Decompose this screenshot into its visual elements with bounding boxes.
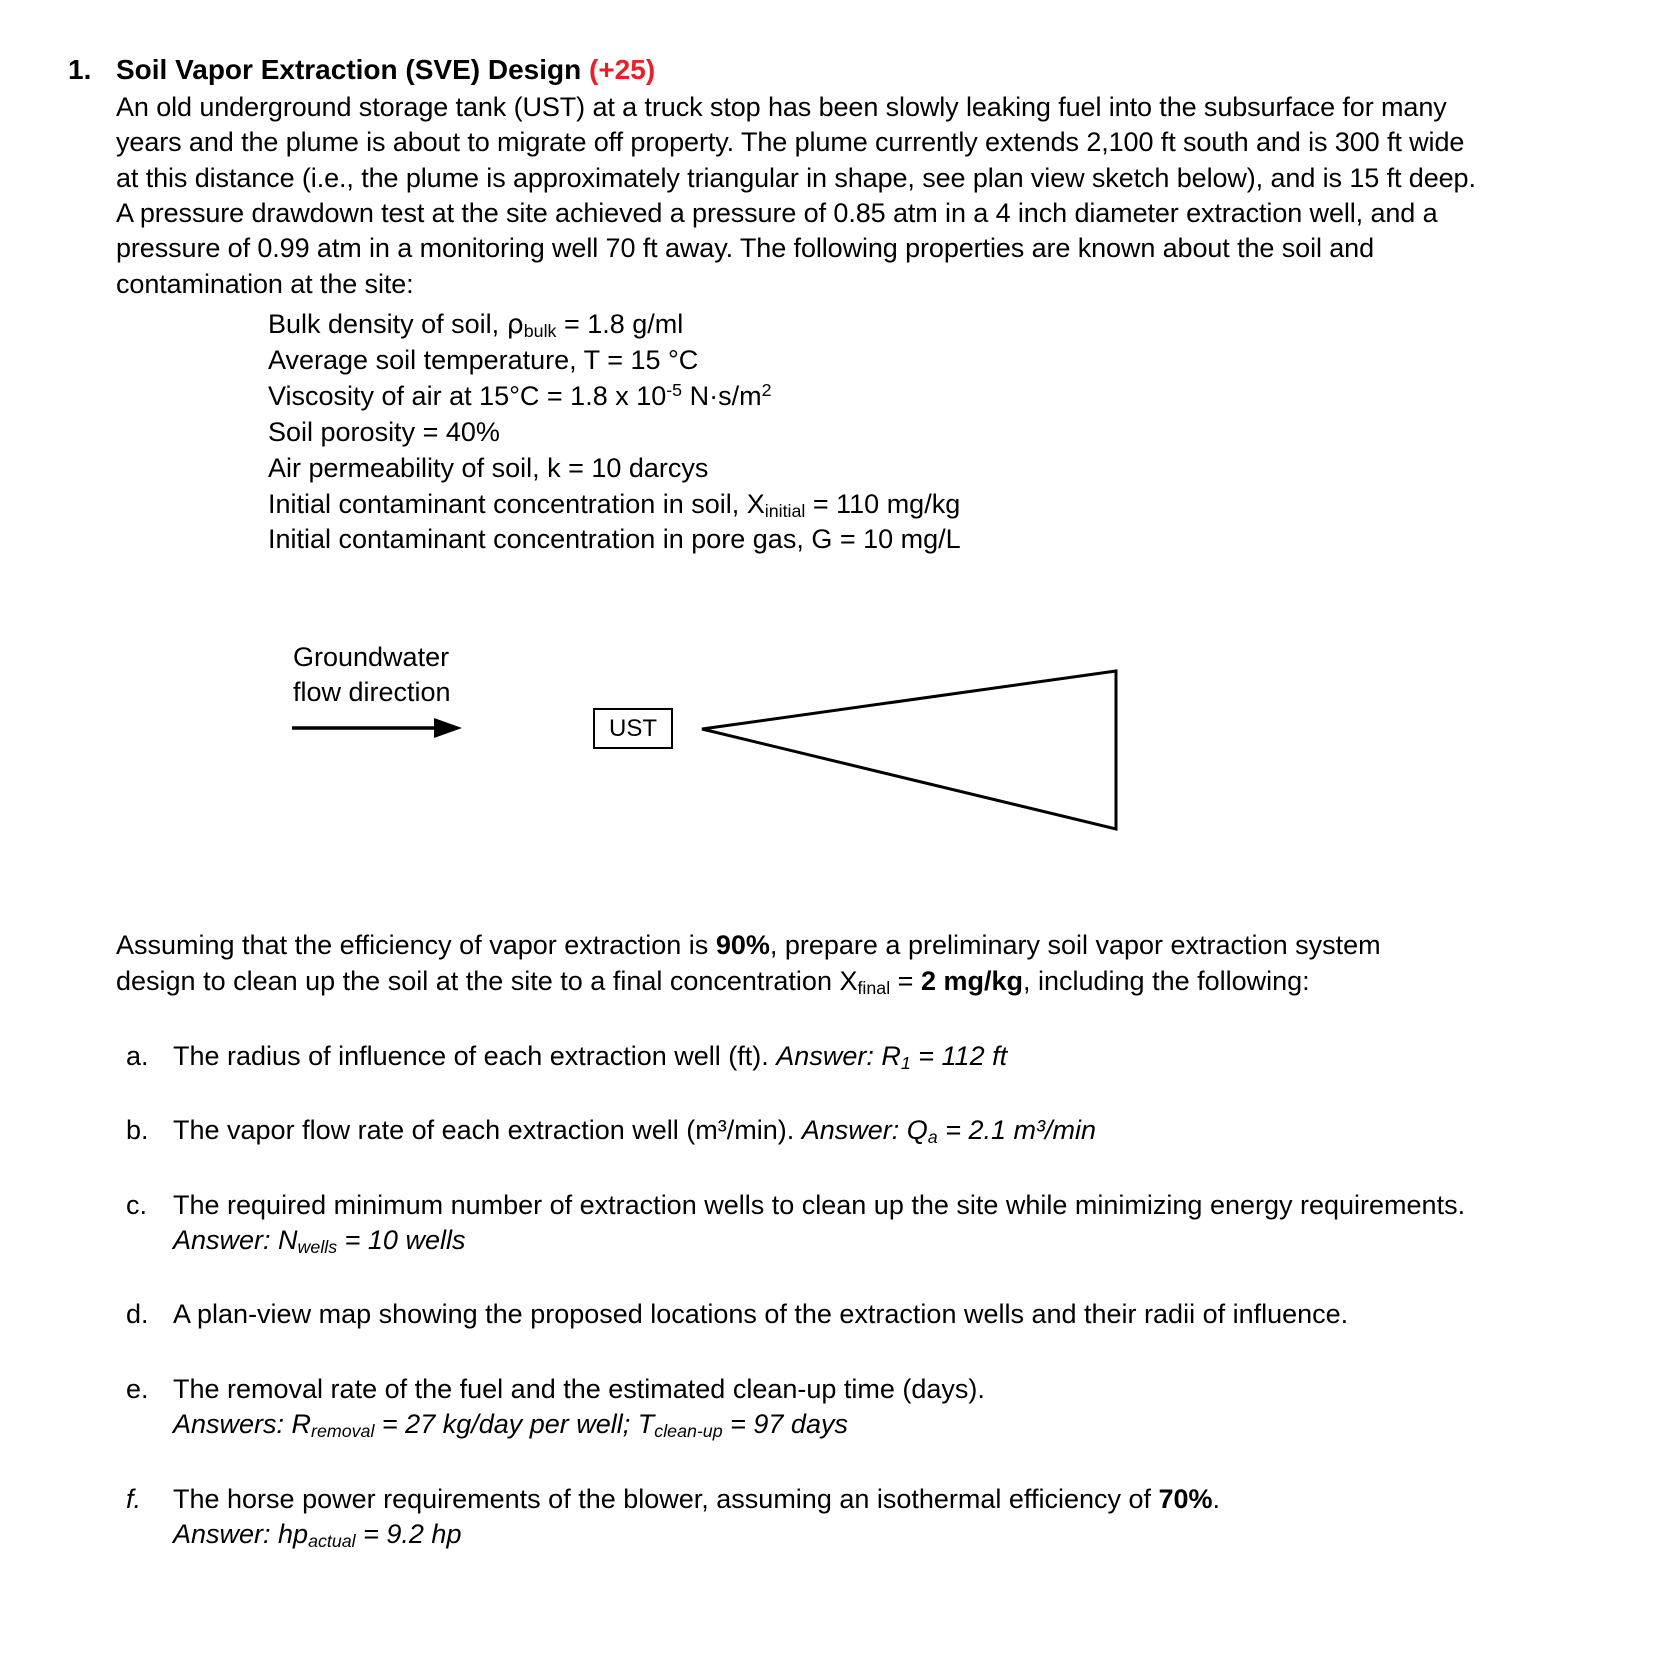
final-concentration-value: 2 mg/kg: [920, 965, 1023, 996]
given-properties-list: [116, 307, 1476, 558]
subquestion-list: [116, 1039, 1476, 1552]
given-viscosity-units: N·s/m: [682, 380, 762, 411]
item-e-answer-subscript2: clean-up: [654, 1421, 723, 1442]
item-f-question-post: .: [1212, 1483, 1221, 1514]
given-xinitial-subscript: initial: [764, 500, 806, 521]
item-c-answer-post: = 10 wells: [337, 1225, 466, 1256]
given-viscosity-units-exponent: 2: [761, 379, 772, 400]
list-item-e: [116, 1372, 1476, 1443]
groundwater-flow-label-line2: flow direction: [293, 676, 451, 707]
given-bulk-density-value: = 1.8 g/ml: [556, 308, 684, 339]
item-letter-a: a.: [126, 1041, 149, 1072]
given-initial-concentration-pore-gas: Initial contaminant concentration in pore gas, G = 10 mg/L: [268, 524, 961, 555]
given-permeability: Air permeability of soil, k = 10 darcys: [268, 452, 709, 483]
item-e-answer-post: = 97 days: [722, 1409, 848, 1440]
item-text-b: [173, 1113, 1473, 1148]
xfinal-subscript: final: [857, 977, 891, 998]
assuming-post-text: , including the following:: [1022, 965, 1310, 996]
list-item-b: [116, 1113, 1476, 1148]
assuming-mid-text: , prepare a preliminary soil vapor extraction system design to clean up the soil at the site to a final concentration X: [116, 930, 1381, 996]
item-f-answer-post: = 9.2 hp: [355, 1518, 462, 1549]
item-a-answer-pre: Answer: R: [776, 1041, 901, 1072]
problem-points-badge: (+25): [589, 54, 656, 85]
item-letter-c: c.: [126, 1189, 148, 1220]
item-e-answer-mid: = 27 kg/day per well; T: [374, 1409, 655, 1440]
item-e-answer-subscript: removal: [311, 1421, 375, 1442]
problem-intro-paragraph: An old underground storage tank (UST) at a truck stop has been slowly leaking fuel into the subsurface for many years and the plume is about to migrate off property. The plume currently extends 2,100 ft south and is 300 ft wide at this distance (i.e., the plume is approximately triangular in shape, see plan view sketch below), and is 15 ft deep. A pressure drawdown test at the site achieved a pressure of 0.85 atm in a 4 inch diameter extraction well, and a pressure of 0.99 atm in a monitoring well 70 ft away. The following properties are known about the soil and contamination at the site:: [116, 91, 1476, 299]
item-a-answer-post: = 112 ft: [910, 1041, 1008, 1072]
item-a-question: The radius of influence of each extraction well (ft).: [173, 1041, 777, 1072]
item-letter-b: b.: [126, 1115, 149, 1146]
given-bulk-density-subscript: bulk: [523, 320, 557, 341]
isothermal-efficiency-value: 70%: [1158, 1483, 1213, 1514]
ust-label: UST: [609, 714, 657, 742]
problem-title-text: Soil Vapor Extraction (SVE) Design: [116, 54, 582, 85]
item-a-answer-subscript: 1: [900, 1052, 911, 1073]
item-b-question: The vapor flow rate of each extraction well (m³/min).: [173, 1115, 802, 1146]
item-b-answer-pre: Answer: Q: [801, 1115, 928, 1146]
assuming-paragraph: [116, 928, 1466, 999]
item-text-e: [173, 1372, 1473, 1443]
item-f-answer-pre: Answer: hp: [173, 1518, 309, 1549]
given-xinitial-value: = 110 mg/kg: [805, 488, 961, 519]
problem-1: [60, 52, 1593, 1591]
rho-symbol: ρ: [506, 308, 524, 340]
item-a-answer: [776, 1041, 1007, 1071]
given-xinitial-label: Initial contaminant concentration in soil, X: [268, 488, 765, 519]
efficiency-value: 90%: [715, 930, 770, 961]
given-porosity: Soil porosity = 40%: [268, 416, 500, 447]
assuming-pre-text: Assuming that the efficiency of vapor extraction is: [116, 930, 716, 961]
flow-direction-arrow: [292, 718, 462, 738]
item-e-answer-pre: Answers: R: [173, 1409, 312, 1440]
item-c-answer: [173, 1225, 466, 1258]
item-e-question: The removal rate of the fuel and the estimated clean-up time (days).: [173, 1373, 985, 1404]
given-initial-concentration-soil: [268, 487, 1476, 523]
groundwater-flow-label-line1: Groundwater: [293, 642, 450, 673]
item-e-answer: [173, 1407, 1473, 1442]
item-text-c: [173, 1188, 1473, 1259]
given-viscosity: [268, 379, 1476, 415]
item-letter-e: e.: [126, 1373, 149, 1404]
item-f-question: The horse power requirements of the blower, assuming an isothermal efficiency of: [173, 1483, 1159, 1514]
given-bulk-density: [268, 307, 1476, 343]
given-viscosity-exponent: -5: [666, 379, 683, 400]
item-c-answer-subscript: wells: [297, 1237, 338, 1258]
item-b-answer-post: = 2.1 m³/min: [937, 1115, 1096, 1146]
given-viscosity-label: Viscosity of air at 15°C = 1.8 x 10: [268, 380, 667, 411]
item-f-answer-subscript: actual: [308, 1530, 356, 1551]
plan-view-sketch: [116, 620, 1476, 910]
item-f-answer: [173, 1517, 1473, 1552]
list-item-c: [116, 1188, 1476, 1259]
item-c-answer-pre: Answer: N: [173, 1225, 298, 1256]
item-b-answer: [801, 1115, 1096, 1148]
item-letter-f: [116, 1482, 173, 1517]
item-b-answer-subscript: a: [927, 1127, 938, 1148]
item-text-f: [173, 1482, 1473, 1553]
item-text-a: [173, 1039, 1473, 1074]
given-temperature: Average soil temperature, T = 15 °C: [268, 344, 699, 375]
problem-body: [116, 52, 1476, 1591]
item-letter-d: d.: [126, 1299, 149, 1330]
list-item-d: [116, 1297, 1476, 1332]
given-bulk-density-label: Bulk density of soil,: [268, 308, 507, 339]
plume-diagram-svg: [116, 620, 1176, 910]
item-text-d: A plan-view map showing the proposed locations of the extraction wells and their radii of influence.: [173, 1299, 1349, 1330]
plume-triangle: [702, 671, 1116, 829]
list-item-a: [116, 1039, 1476, 1074]
item-c-question: The required minimum number of extraction wells to clean up the site while minimizing energy requirements.: [173, 1189, 1466, 1220]
item-letter-f-text: f.: [126, 1483, 142, 1514]
ust-box: [593, 708, 673, 749]
page-title: [116, 52, 1476, 88]
assuming-equals: =: [890, 965, 921, 996]
problem-number: 1.: [68, 54, 92, 85]
list-item-f: [116, 1482, 1476, 1553]
